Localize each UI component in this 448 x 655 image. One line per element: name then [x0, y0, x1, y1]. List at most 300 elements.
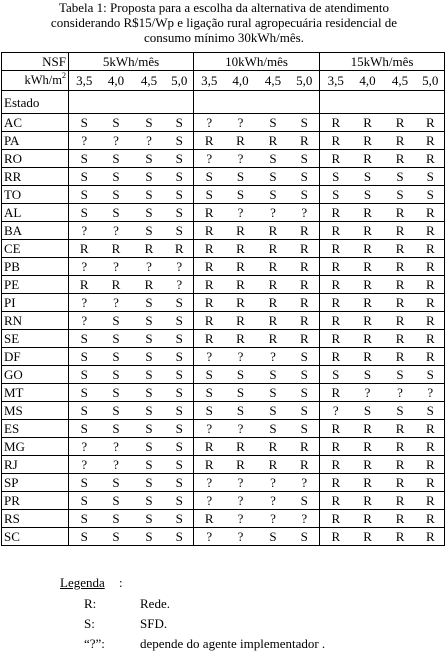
value-cell: R [290, 240, 320, 258]
value-cell: ? [166, 276, 194, 294]
value-cell: S [69, 168, 100, 186]
value-cell: S [166, 114, 194, 132]
value-cell: R [417, 150, 445, 168]
table-row [2, 150, 445, 168]
value-cell: S [166, 204, 194, 222]
value-cell: ? [69, 312, 100, 330]
value-cell: ? [100, 132, 133, 150]
value-cell: ? [257, 474, 290, 492]
value-cell: R [417, 132, 445, 150]
state-cell: SC [2, 528, 69, 546]
value-cell: R [225, 438, 257, 456]
value-cell: R [290, 330, 320, 348]
value-cell: S [194, 384, 225, 402]
state-cell: AC [2, 114, 69, 132]
value-cell: R [352, 294, 384, 312]
value-cell: S [133, 384, 166, 402]
value-cell: R [320, 384, 352, 402]
value-cell: S [100, 420, 133, 438]
value-cell: R [225, 276, 257, 294]
value-cell: R [384, 204, 417, 222]
value-cell: R [352, 438, 384, 456]
value-cell: ? [290, 474, 320, 492]
state-cell: MT [2, 384, 69, 402]
value-cell: R [320, 222, 352, 240]
value-cell: S [290, 528, 320, 546]
table-row [2, 132, 445, 150]
value-cell: R [194, 312, 225, 330]
state-cell: SP [2, 474, 69, 492]
value-cell: R [290, 438, 320, 456]
value-cell: S [194, 168, 225, 186]
value-cell: R [352, 474, 384, 492]
value-cell: R [194, 258, 225, 276]
value-cell: R [417, 258, 445, 276]
value-cell: R [417, 456, 445, 474]
state-cell: TO [2, 186, 69, 204]
value-cell: R [290, 312, 320, 330]
table-row [2, 204, 445, 222]
value-cell: R [225, 222, 257, 240]
table-row [2, 222, 445, 240]
value-cell: ? [100, 438, 133, 456]
nsf-label: NSF [2, 53, 69, 71]
value-cell: S [166, 330, 194, 348]
value-cell: S [320, 186, 352, 204]
irradiation-header: 4,5 [391, 73, 409, 88]
value-cell: R [352, 528, 384, 546]
value-cell: R [194, 204, 225, 222]
value-cell: ? [225, 420, 257, 438]
value-cell: R [384, 474, 417, 492]
value-cell: R [194, 456, 225, 474]
irradiation-header: 5,0 [417, 71, 445, 91]
value-cell: R [320, 528, 352, 546]
kwh-label: kWh/$m^2$ [2, 71, 69, 91]
state-cell: MG [2, 438, 69, 456]
value-cell: R [352, 330, 384, 348]
value-cell: R [290, 294, 320, 312]
value-cell: R [257, 276, 290, 294]
value-cell: R [384, 492, 417, 510]
table-row [2, 366, 445, 384]
value-cell: R [352, 312, 384, 330]
value-cell: R [352, 150, 384, 168]
value-cell: S [100, 510, 133, 528]
value-cell: S [133, 294, 166, 312]
irradiation-header: 4,0 [107, 73, 125, 88]
value-cell: R [320, 240, 352, 258]
value-cell: ? [290, 204, 320, 222]
value-cell: R [384, 114, 417, 132]
value-cell: ? [69, 258, 100, 276]
value-cell: S [100, 168, 133, 186]
state-cell: DF [2, 348, 69, 366]
value-cell: R [225, 312, 257, 330]
state-cell: RN [2, 312, 69, 330]
state-label: Estado [2, 91, 69, 114]
value-cell: R [320, 438, 352, 456]
value-cell: S [133, 492, 166, 510]
value-cell: ? [194, 528, 225, 546]
value-cell: ? [69, 222, 100, 240]
state-row-spacer [320, 91, 445, 114]
value-cell: R [320, 150, 352, 168]
value-cell: R [257, 330, 290, 348]
value-cell: ? [166, 258, 194, 276]
value-cell: S [133, 456, 166, 474]
value-cell: R [257, 312, 290, 330]
value-cell: ? [69, 438, 100, 456]
legend-value: depende do agente implementador . [140, 636, 326, 651]
value-cell: S [69, 474, 100, 492]
table-row [2, 114, 445, 132]
table-row [2, 240, 445, 258]
value-cell: S [417, 402, 445, 420]
value-cell: S [257, 366, 290, 384]
table-row [2, 456, 445, 474]
value-cell: S [166, 474, 194, 492]
value-cell: S [69, 366, 100, 384]
value-cell: S [290, 168, 320, 186]
value-cell: R [225, 240, 257, 258]
value-cell: R [320, 474, 352, 492]
value-cell: R [194, 240, 225, 258]
value-cell: R [352, 492, 384, 510]
value-cell: R [290, 132, 320, 150]
value-cell: S [194, 402, 225, 420]
value-cell: ? [257, 348, 290, 366]
table-row [2, 492, 445, 510]
value-cell: S [417, 168, 445, 186]
value-cell: ? [69, 294, 100, 312]
value-cell: S [166, 312, 194, 330]
value-cell: R [225, 132, 257, 150]
value-cell: R [194, 222, 225, 240]
value-cell: S [290, 492, 320, 510]
value-cell: S [257, 150, 290, 168]
state-cell: MS [2, 402, 69, 420]
value-cell: S [417, 366, 445, 384]
value-cell: S [290, 186, 320, 204]
value-cell: S [133, 204, 166, 222]
value-cell: S [133, 366, 166, 384]
value-cell: S [69, 150, 100, 168]
table-row [2, 402, 445, 420]
table-row [2, 294, 445, 312]
value-cell: S [133, 114, 166, 132]
value-cell: ? [257, 510, 290, 528]
value-cell: R [320, 492, 352, 510]
value-cell: ? [384, 384, 417, 402]
value-cell: S [100, 186, 133, 204]
value-cell: S [166, 420, 194, 438]
value-cell: R [194, 330, 225, 348]
value-cell: R [417, 276, 445, 294]
value-cell: S [133, 222, 166, 240]
value-cell: S [166, 294, 194, 312]
value-cell: R [417, 510, 445, 528]
header-row-groups [2, 53, 445, 71]
value-cell: S [69, 330, 100, 348]
value-cell: S [290, 114, 320, 132]
table-row [2, 330, 445, 348]
state-cell: SE [2, 330, 69, 348]
value-cell: R [384, 348, 417, 366]
value-cell: S [100, 330, 133, 348]
value-cell: S [100, 366, 133, 384]
value-cell: R [417, 528, 445, 546]
value-cell: R [384, 150, 417, 168]
value-cell: ? [225, 348, 257, 366]
value-cell: ? [352, 384, 384, 402]
legend-colon: : [119, 575, 123, 590]
value-cell: R [384, 312, 417, 330]
value-cell: S [384, 168, 417, 186]
irradiation-header: 4,5 [140, 73, 158, 88]
value-cell: S [100, 402, 133, 420]
value-cell: R [320, 330, 352, 348]
value-cell: S [290, 420, 320, 438]
table-row [2, 420, 445, 438]
state-cell: AL [2, 204, 69, 222]
value-cell: R [133, 240, 166, 258]
value-cell: R [290, 222, 320, 240]
table-row [2, 438, 445, 456]
value-cell: R [290, 258, 320, 276]
value-cell: R [133, 276, 166, 294]
value-cell: ? [194, 420, 225, 438]
value-cell: R [225, 294, 257, 312]
value-cell: R [257, 456, 290, 474]
value-cell: R [194, 276, 225, 294]
state-row-spacer [194, 91, 320, 114]
value-cell: R [384, 456, 417, 474]
value-cell: S [384, 186, 417, 204]
value-cell: S [100, 312, 133, 330]
irradiation-header: 4,0 [232, 73, 249, 88]
value-cell: S [352, 186, 384, 204]
value-cell: R [384, 420, 417, 438]
state-cell: PA [2, 132, 69, 150]
table-row [2, 384, 445, 402]
value-cell: ? [257, 204, 290, 222]
legend-key: “?”: [84, 636, 105, 651]
value-cell: S [352, 402, 384, 420]
value-cell: S [166, 186, 194, 204]
value-cell: ? [69, 456, 100, 474]
value-cell: S [69, 114, 100, 132]
value-cell: S [166, 348, 194, 366]
value-cell: R [384, 222, 417, 240]
table-row [2, 168, 445, 186]
value-cell: S [69, 384, 100, 402]
value-cell: R [384, 510, 417, 528]
value-cell: R [320, 456, 352, 474]
proposal-table [1, 52, 445, 546]
value-cell: S [166, 510, 194, 528]
value-cell: R [320, 204, 352, 222]
value-cell: S [257, 114, 290, 132]
value-cell: S [225, 402, 257, 420]
irradiation-header: 4,5 [264, 73, 282, 88]
state-cell: PR [2, 492, 69, 510]
value-cell: S [133, 438, 166, 456]
value-cell: R [257, 438, 290, 456]
value-cell: R [352, 456, 384, 474]
value-cell: R [290, 276, 320, 294]
irradiation-header: 3,5 [69, 71, 100, 91]
value-cell: R [100, 240, 133, 258]
legend-key: R: [84, 596, 97, 611]
value-cell: S [166, 438, 194, 456]
state-cell: BA [2, 222, 69, 240]
value-cell: S [257, 186, 290, 204]
value-cell: ? [194, 348, 225, 366]
value-cell: R [194, 438, 225, 456]
value-cell: S [257, 168, 290, 186]
value-cell: S [290, 384, 320, 402]
value-cell: R [194, 294, 225, 312]
value-cell: S [133, 528, 166, 546]
value-cell: R [384, 258, 417, 276]
table-caption [0, 0, 448, 45]
table-row [2, 348, 445, 366]
value-cell: R [352, 348, 384, 366]
caption-line-2: considerando R$15/Wp e ligação rural agropecuária residencial de [50, 15, 398, 30]
value-cell: ? [225, 150, 257, 168]
value-cell: S [69, 528, 100, 546]
value-cell: R [384, 132, 417, 150]
value-cell: ? [225, 528, 257, 546]
value-cell: R [194, 132, 225, 150]
state-cell: GO [2, 366, 69, 384]
value-cell: ? [100, 456, 133, 474]
header-row-state [2, 91, 445, 114]
value-cell: R [417, 420, 445, 438]
value-cell: ? [417, 384, 445, 402]
value-cell: R [320, 420, 352, 438]
value-cell: S [133, 348, 166, 366]
value-cell: S [69, 510, 100, 528]
value-cell: S [133, 402, 166, 420]
value-cell: R [257, 258, 290, 276]
table-row [2, 258, 445, 276]
value-cell: R [384, 330, 417, 348]
legend-key: S: [84, 616, 95, 631]
value-cell: R [417, 348, 445, 366]
value-cell: R [320, 258, 352, 276]
value-cell: S [69, 402, 100, 420]
value-cell: S [417, 186, 445, 204]
value-cell: S [100, 384, 133, 402]
value-cell: ? [225, 474, 257, 492]
value-cell: S [320, 366, 352, 384]
value-cell: R [100, 276, 133, 294]
value-cell: R [225, 456, 257, 474]
value-cell: R [352, 276, 384, 294]
state-cell: RJ [2, 456, 69, 474]
irradiation-header: 5,0 [166, 71, 194, 91]
value-cell: S [166, 168, 194, 186]
value-cell: R [194, 510, 225, 528]
table-row [2, 186, 445, 204]
value-cell: R [417, 312, 445, 330]
value-cell: R [352, 258, 384, 276]
value-cell: S [384, 366, 417, 384]
value-cell: R [69, 276, 100, 294]
value-cell: R [352, 132, 384, 150]
value-cell: R [417, 204, 445, 222]
value-cell: R [384, 276, 417, 294]
legend-value: Rede. [140, 596, 170, 611]
value-cell: ? [194, 492, 225, 510]
value-cell: S [133, 312, 166, 330]
value-cell: R [417, 240, 445, 258]
value-cell: R [417, 294, 445, 312]
value-cell: R [290, 456, 320, 474]
table-row [2, 312, 445, 330]
value-cell: S [257, 528, 290, 546]
value-cell: S [100, 150, 133, 168]
value-cell: S [133, 510, 166, 528]
value-cell: R [320, 114, 352, 132]
table-row [2, 276, 445, 294]
value-cell: ? [225, 510, 257, 528]
value-cell: ? [100, 294, 133, 312]
value-cell: R [166, 240, 194, 258]
value-cell: S [166, 150, 194, 168]
value-cell: S [100, 474, 133, 492]
legend-value: SFD. [140, 616, 168, 631]
value-cell: R [352, 204, 384, 222]
value-cell: R [320, 294, 352, 312]
value-cell: ? [69, 132, 100, 150]
value-cell: R [320, 132, 352, 150]
value-cell: S [166, 132, 194, 150]
value-cell: R [320, 312, 352, 330]
value-cell: R [320, 348, 352, 366]
group-header-15kwh: 15kWh/mês [320, 53, 445, 71]
value-cell: R [417, 492, 445, 510]
value-cell: S [352, 366, 384, 384]
state-cell: PE [2, 276, 69, 294]
caption-line-1: Tabela 1: Proposta para a escolha da alternativa de atendimento [58, 0, 390, 15]
value-cell: S [69, 420, 100, 438]
state-cell: CE [2, 240, 69, 258]
value-cell: ? [133, 258, 166, 276]
state-cell: PI [2, 294, 69, 312]
table-row [2, 510, 445, 528]
value-cell: ? [100, 258, 133, 276]
value-cell: S [290, 402, 320, 420]
value-cell: S [290, 150, 320, 168]
value-cell: R [257, 132, 290, 150]
value-cell: S [166, 384, 194, 402]
value-cell: R [417, 438, 445, 456]
value-cell: R [69, 240, 100, 258]
value-cell: R [352, 240, 384, 258]
value-cell: S [290, 348, 320, 366]
irradiation-header: 5,0 [290, 71, 320, 91]
value-cell: S [225, 384, 257, 402]
irradiation-header: 3,5 [194, 71, 225, 91]
value-cell: R [384, 438, 417, 456]
value-cell: R [384, 240, 417, 258]
value-cell: ? [133, 132, 166, 150]
group-header-10kwh: 10kWh/mês [194, 53, 320, 71]
value-cell: S [133, 330, 166, 348]
